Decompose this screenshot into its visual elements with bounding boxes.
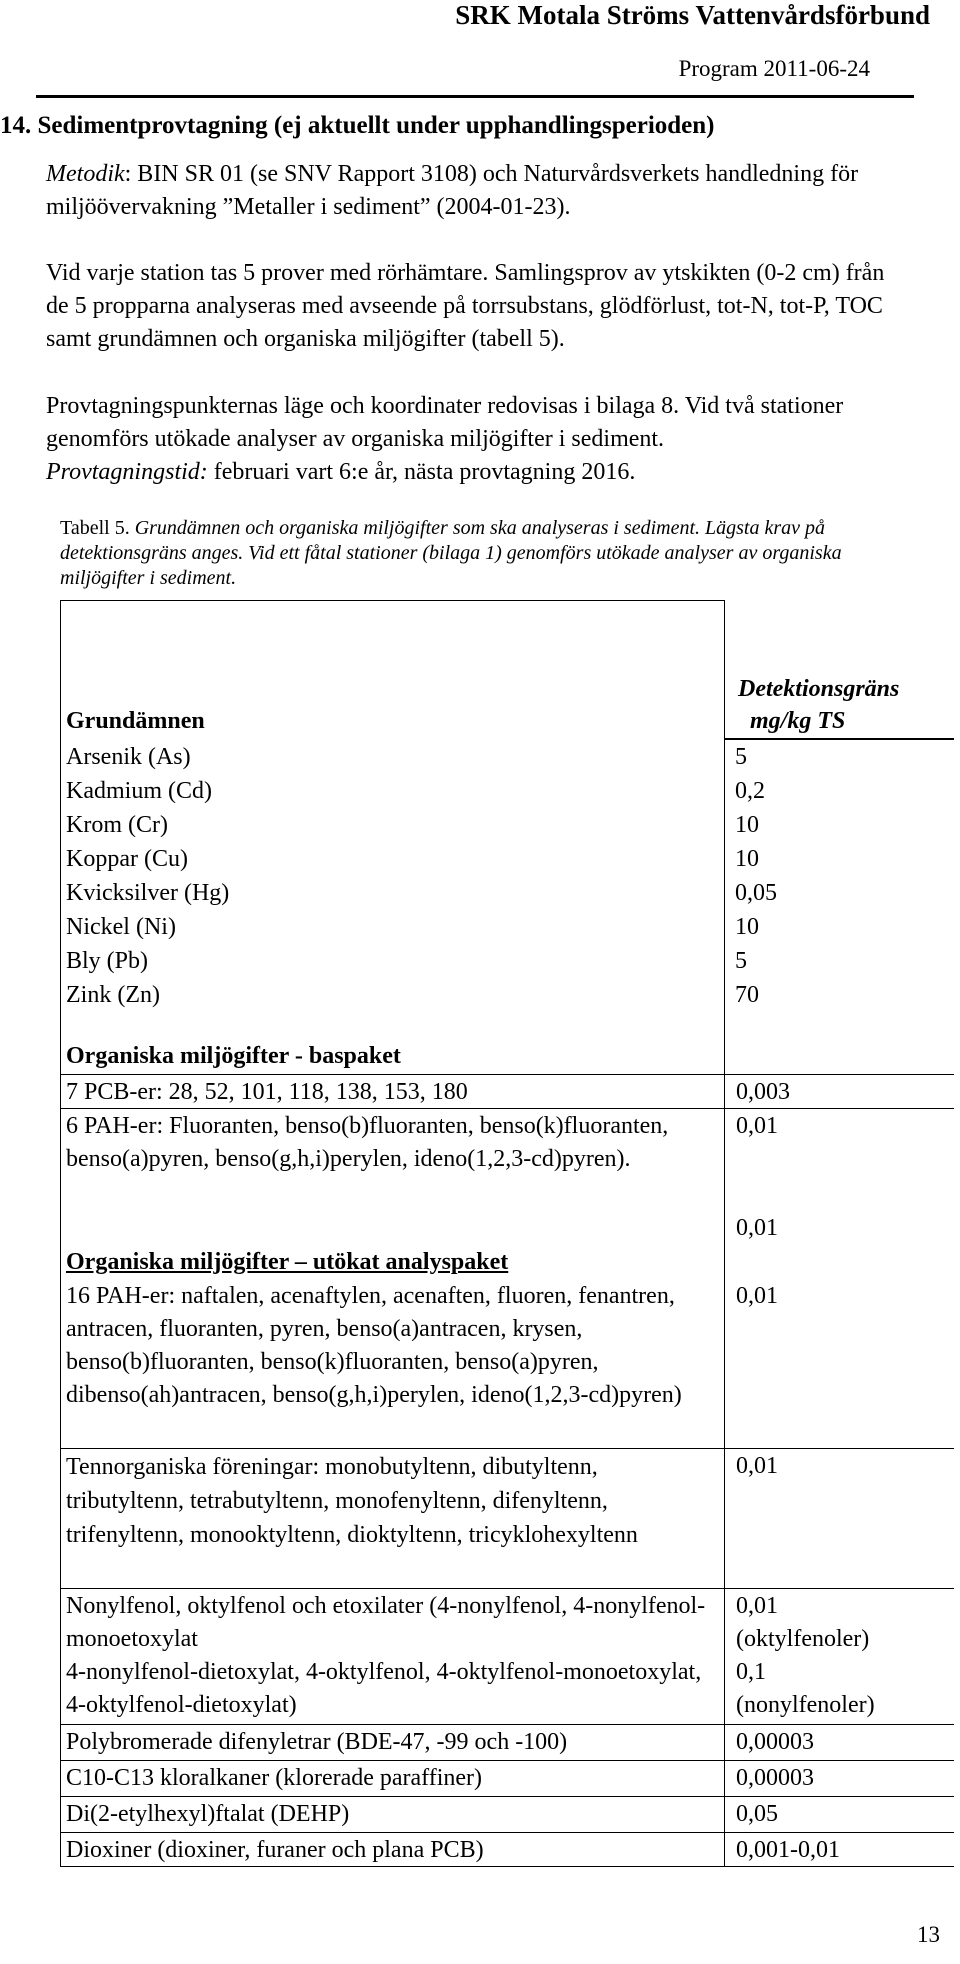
row-divider (60, 1832, 954, 1833)
element-name: Koppar (Cu) (66, 846, 188, 872)
kloralkaner-name: C10-C13 kloralkaner (klorerade paraffiner) (66, 1765, 483, 1791)
table-row (60, 842, 940, 876)
method-text: : BIN SR 01 (se SNV Rapport 3108) och Naturvårdsverkets handledning för miljöövervakning ”Metaller i sediment” (2004-01-23). (46, 161, 859, 220)
section-heading: 14. Sedimentprovtagning (ej aktuellt under upphandlingsperioden) (0, 112, 715, 139)
element-name: Krom (Cr) (66, 812, 168, 838)
nonyl-value-oktyl-note: (oktylfenoler) (736, 1626, 870, 1652)
element-rows (60, 740, 940, 1012)
dehp-value: 0,05 (736, 1801, 778, 1827)
table-row (60, 808, 940, 842)
table-row (60, 944, 940, 978)
dehp-name: Di(2-etylhexyl)ftalat (DEHP) (66, 1801, 350, 1827)
row-divider (60, 1760, 954, 1761)
element-name: Bly (Pb) (66, 948, 149, 974)
element-name: Arsenik (As) (66, 744, 191, 770)
element-value: 0,05 (735, 880, 777, 906)
nonyl-value-oktyl: 0,01 (736, 1593, 778, 1619)
header-divider (36, 95, 914, 98)
table-row (60, 740, 940, 774)
tenn-value: 0,01 (736, 1453, 778, 1479)
sampling-time-text: februari vart 6:e år, nästa provtagning 2016. (207, 459, 636, 485)
table-row (60, 910, 940, 944)
table-top-border-left (60, 600, 724, 601)
bde-name: Polybromerade difenyletrar (BDE-47, -99 och -100) (66, 1729, 568, 1755)
utokat-heading: Organiska miljögifter – utökat analyspaket (66, 1249, 509, 1275)
method-label: Metodik (46, 161, 125, 187)
element-name: Kvicksilver (Hg) (66, 880, 230, 906)
pcb-value: 0,003 (736, 1079, 790, 1105)
row-divider (60, 1074, 954, 1075)
dioxiner-name: Dioxiner (dioxiner, furaner och plana PCB) (66, 1837, 484, 1863)
pah16-value: 0,01 (736, 1283, 778, 1309)
dioxiner-value: 0,001-0,01 (736, 1837, 840, 1863)
bde-value: 0,00003 (736, 1729, 814, 1755)
kloralkaner-value: 0,00003 (736, 1765, 814, 1791)
table-row (60, 774, 940, 808)
element-value: 70 (735, 982, 759, 1008)
tenn-name: Tennorganiska föreningar: monobutyltenn, dibutyltenn, tributyltenn, tetrabutyltenn, monofenyltenn, difenyltenn, trifenyltenn, monooktyltenn, dioktyltenn, tricyklohexyltenn (66, 1454, 638, 1548)
sampling-time-label: Provtagningstid: (46, 459, 208, 485)
nonyl-name-part1: Nonylfenol, oktylfenol och etoxilater (4-nonylfenol, 4-nonylfenol-monoetoxylat (66, 1593, 706, 1652)
row-divider (60, 1724, 954, 1725)
element-value: 10 (735, 812, 759, 838)
nonyl-value-nonyl: 0,1 (736, 1659, 766, 1685)
element-value: 5 (735, 948, 747, 974)
element-value: 10 (735, 846, 759, 872)
method-paragraph (46, 158, 906, 224)
nonyl-value-nonyl-note: (nonylfenoler) (736, 1692, 875, 1718)
utokat-value: 0,01 (736, 1215, 778, 1241)
header-organization: SRK Motala Ströms Vattenvårdsförbund (455, 0, 930, 30)
nonyl-name-part2: 4-nonylfenol-dietoxylat, 4-oktylfenol, 4-oktylfenol-monoetoxylat, 4-oktylfenol-dietoxylat) (66, 1659, 702, 1718)
element-value: 0,2 (735, 778, 765, 804)
header-program-date: Program 2011-06-24 (678, 56, 870, 81)
table-bottom-border (60, 1866, 954, 1867)
row-divider (60, 1588, 954, 1589)
table-caption-label: Tabell 5. (60, 517, 130, 539)
element-value: 5 (735, 744, 747, 770)
element-name: Kadmium (Cd) (66, 778, 212, 804)
element-name: Nickel (Ni) (66, 914, 176, 940)
table-header-unit: mg/kg TS (750, 708, 846, 734)
table-header-grundamnen: Grundämnen (66, 708, 205, 734)
row-divider (60, 1448, 954, 1449)
pah6-name: 6 PAH-er: Fluoranten, benso(b)fluoranten, benso(k)fluoranten, benso(a)pyren, benso(g,h,i)perylen, ideno(1,2,3-cd)pyren). (66, 1113, 669, 1172)
table-header-detektionsgrans: Detektionsgräns (738, 676, 900, 702)
element-name: Zink (Zn) (66, 982, 160, 1008)
sampling-time-paragraph (46, 456, 906, 489)
page-number: 13 (917, 1922, 940, 1947)
pcb-name: 7 PCB-er: 28, 52, 101, 118, 138, 153, 180 (66, 1079, 468, 1105)
table-caption-text: Grundämnen och organiska miljögifter som ska analyseras i sediment. Lägsta krav på detektionsgräns anges. Vid ett fåtal stationer (bilaga 1) genomförs utökade analyser av organiska miljögifter i sediment. (60, 517, 842, 589)
element-value: 10 (735, 914, 759, 940)
table-row (60, 978, 940, 1012)
pah16-name: 16 PAH-er: naftalen, acenaftylen, acenaften, fluoren, fenantren, antracen, fluoranten, pyren, benso(a)antracen, krysen, benso(b)fluoranten, benso(k)fluoranten, benso(a)pyren, dibenso(ah)antracen, benso(g,h,i)perylen, ideno(1,2,3-cd)pyren) (66, 1283, 682, 1408)
row-divider (60, 1796, 954, 1797)
coordinates-paragraph: Provtagningspunkternas läge och koordinater redovisas i bilaga 8. Vid två stationer genomförs utökade analyser av organiska miljögifter i sediment. (46, 393, 844, 452)
sampling-paragraph: Vid varje station tas 5 prover med rörhämtare. Samlingsprov av ytskikten (0-2 cm) från de 5 propparna analyseras med avseende på torrsubstans, glödförlust, tot-N, tot-P, TOC samt grundämnen och organiska miljögifter (tabell 5). (46, 260, 885, 352)
row-divider (60, 1108, 954, 1109)
pah6-value: 0,01 (736, 1113, 778, 1139)
table-caption (60, 516, 920, 591)
baspaket-heading: Organiska miljögifter - baspaket (66, 1043, 401, 1069)
table-row (60, 876, 940, 910)
